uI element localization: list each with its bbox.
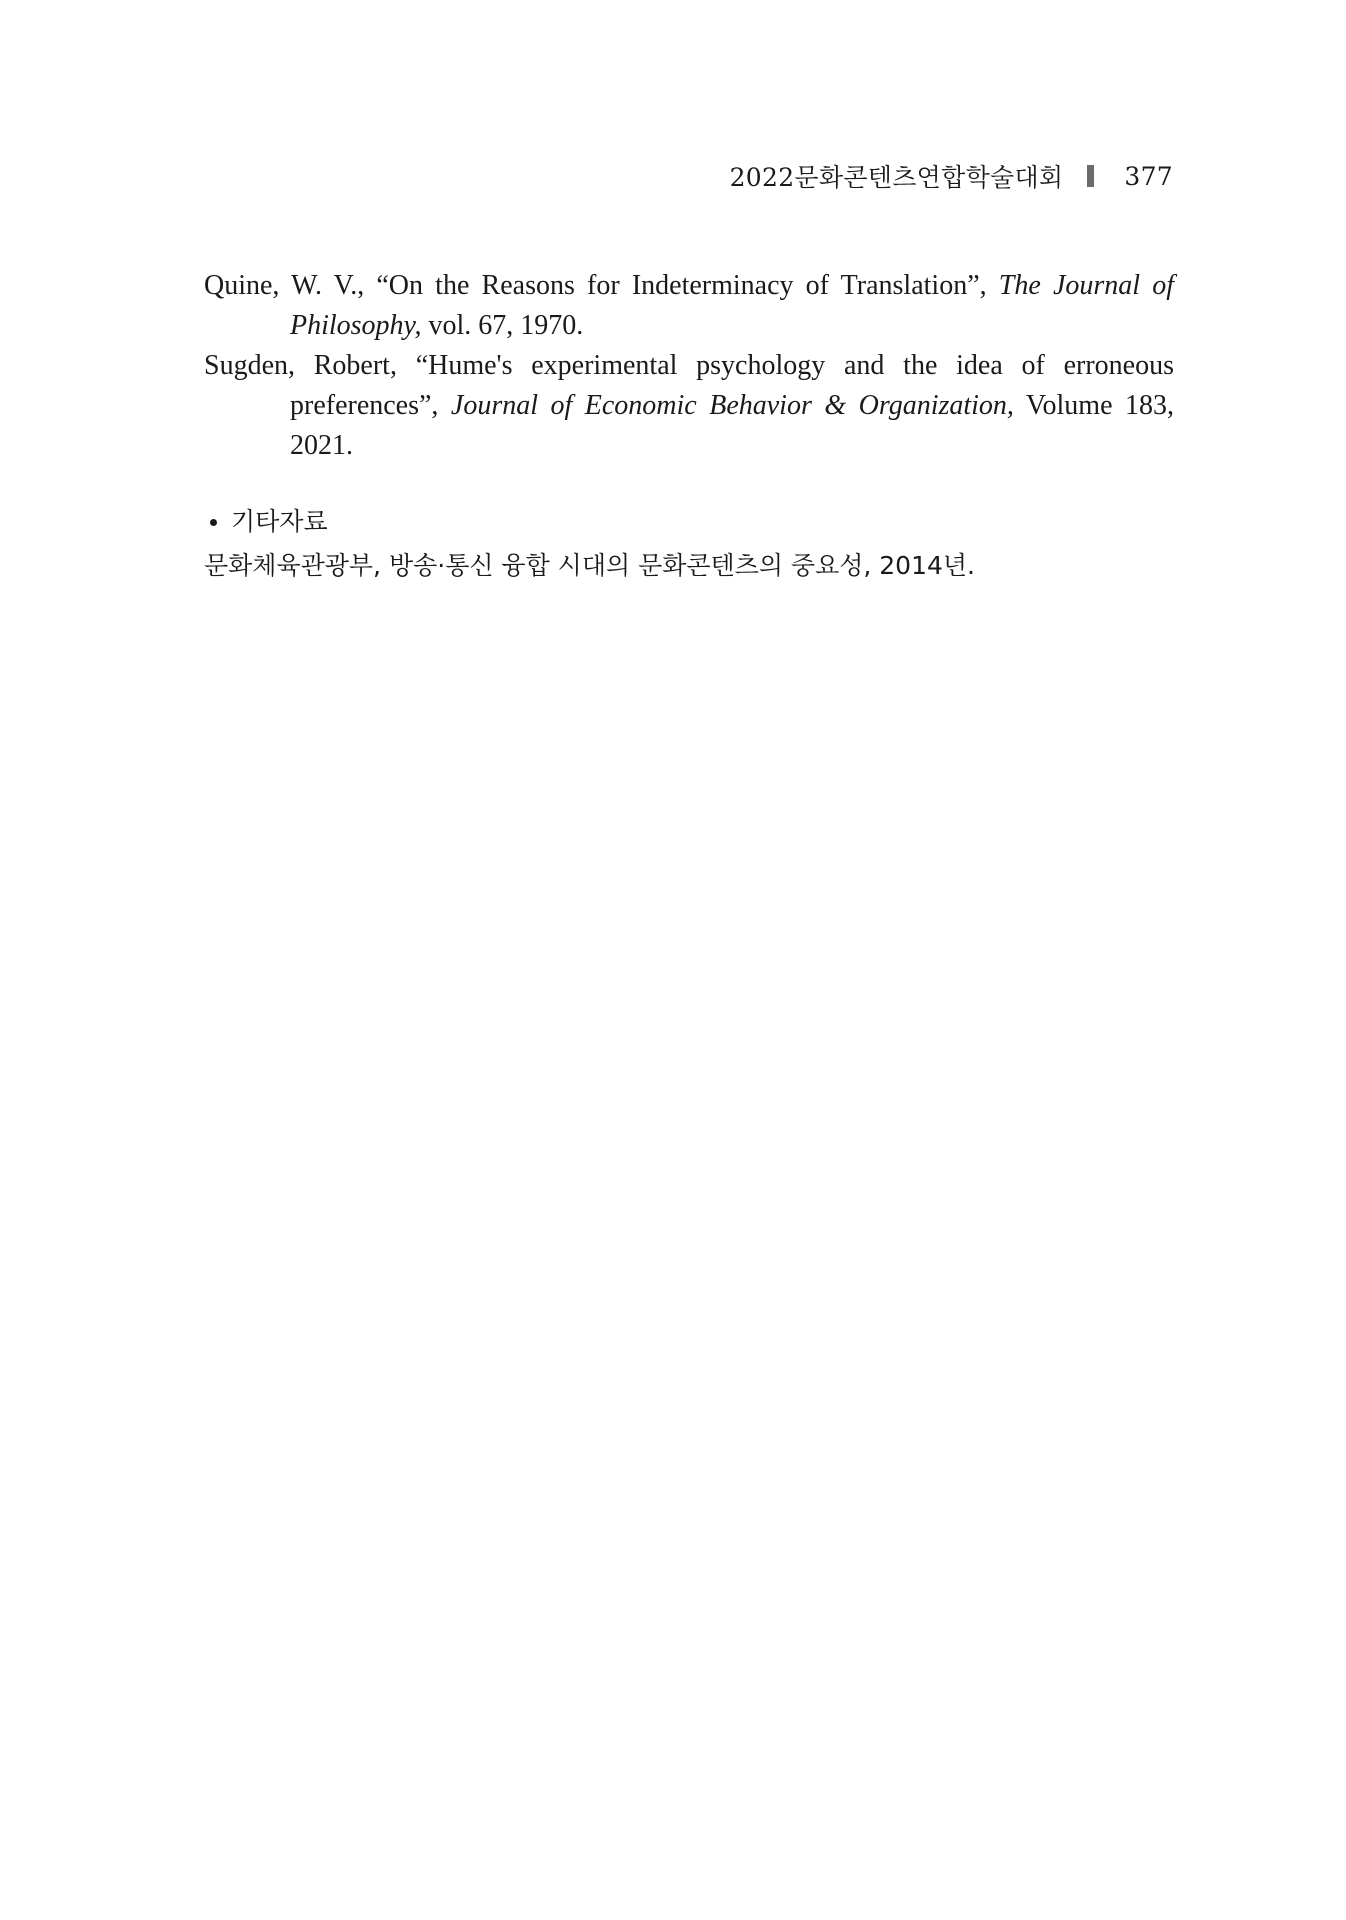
- misc-heading: [204, 500, 1174, 544]
- reference-list: [204, 266, 1174, 466]
- reference-journal: Journal of Economic Behavior & Organization,: [450, 390, 1014, 421]
- reference-entry: [204, 346, 1174, 466]
- bullet-icon: [210, 519, 217, 526]
- misc-item: 문화체육관광부, 방송·통신 융합 시대의 문화콘텐츠의 중요성, 2014년.: [204, 551, 975, 580]
- reference-journal: The Journal of Philosophy,: [290, 270, 1174, 341]
- running-header: [730, 158, 1173, 194]
- header-divider: [1087, 165, 1094, 187]
- header-title: 2022문화콘텐츠연합학술대회: [729, 163, 1064, 192]
- misc-materials-section: [204, 500, 1174, 588]
- reference-entry: [204, 266, 1174, 346]
- reference-details: Volume 183, 2021.: [290, 390, 1174, 461]
- page-number: 377: [1124, 161, 1173, 191]
- reference-text: Quine, W. V., “On the Reasons for Indeterminacy of Translation”,: [204, 270, 999, 301]
- reference-details: vol. 67, 1970.: [421, 310, 584, 341]
- misc-heading-label: 기타자료: [231, 507, 328, 536]
- reference-text: Sugden, Robert, “Hume's experimental psychology and the idea of erroneous preferences”,: [204, 350, 1174, 421]
